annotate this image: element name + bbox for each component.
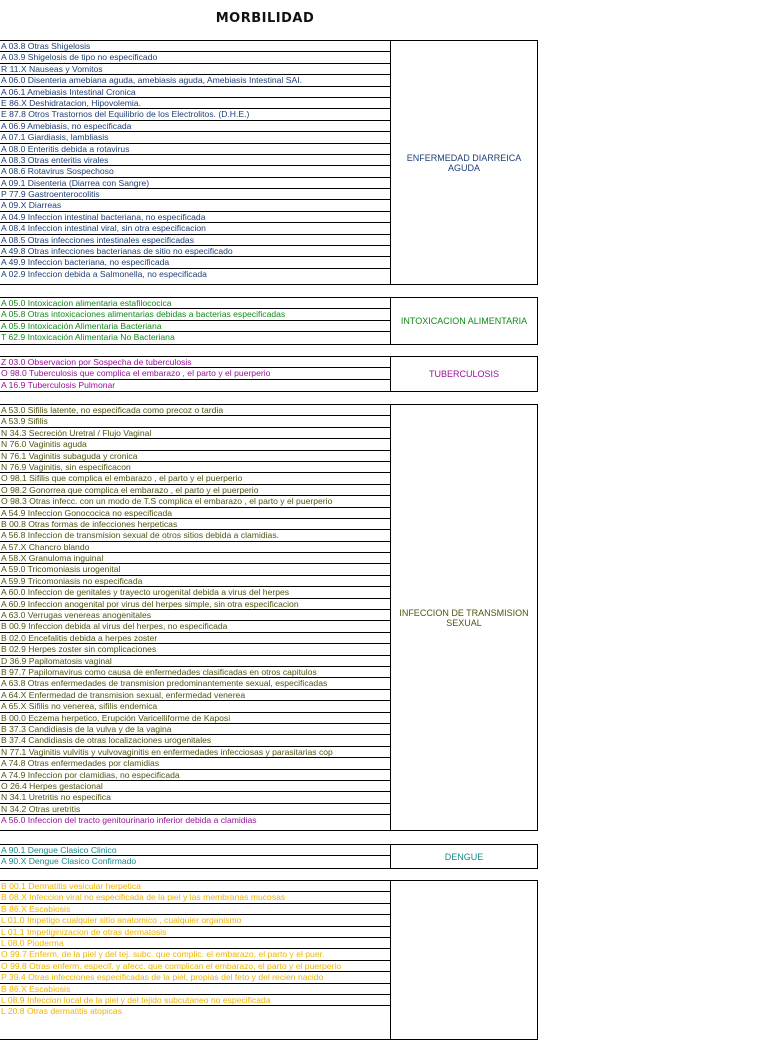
list-item: L 20.8 Otras dermatitis atopicas [1,1006,123,1017]
list-item: N 76.9 Vaginitis, sin especificacon [0,462,390,473]
group-tuberculosis-list [0,357,390,391]
list-item: A 49.8 Otras infecciones bacterianas de sitio no especificado [0,246,390,257]
list-item: A 56.8 Infeccion de transmision sexual de otros sitios debida a clamidias. [0,530,390,541]
list-item: O 99.8 Otras enferm. especif. y afecc. que complican el embarazo, el parto y el puerperio [0,961,390,972]
category-label: INFECCION DE TRANSMISION SEXUAL [390,405,537,830]
list-item: O 98.1 Sifilis que complica el embarazo , el parto y el puerperio [0,473,390,484]
list-item: A 07.1 Giardiasis, lambliasis [0,132,390,143]
group-its-list [0,405,390,826]
list-item: A 59.9 Tricomoniasis no especificada [0,576,390,587]
list-item: T 62.9 Intoxicación Alimentaria No Bacteriana [1,332,175,343]
list-item: B 37.4 Candidiasis de otras localizaciones urogenitales [0,735,390,746]
list-item: A 05.0 Intoxicacion alimentaria estafilococica [0,298,390,309]
list-item: D 36.9 Papilomatosis vaginal [0,656,390,667]
list-item: O 98.2 Gonorrea que complica el embarazo , el parto y el puerperio [0,485,390,496]
list-item: A 90.1 Dengue Clasico Clinico [0,845,390,856]
list-item: B 86.X Escabiosis [0,904,390,915]
list-item: A 49.9 Infeccion bacteriana, no especificada [0,257,390,268]
list-item: A 08.0 Enteritis debida a rotavirus [0,144,390,155]
list-item: A 03.9 Shigelosis de tipo no especificado [0,52,390,63]
category-label: INTOXICACION ALIMENTARIA [390,298,537,344]
list-item: A 53.9 Sifilis [0,416,390,427]
page-title: MORBILIDAD [215,11,315,26]
list-item: B 37.3 Candidiasis de la vulva y de la vagina [0,724,390,735]
list-item: B 86.X Escabiosis [0,984,390,995]
list-item: O 98.3 Otras infecc. con un modo de T.S complica el embarazo , el parto y el puerperio [0,496,390,507]
list-item: P 77.9 Gastroenterocolitis [0,189,390,200]
list-item: A 54.9 Infeccion Gonococica no especificada [0,508,390,519]
list-item: N 34.1 Uretritis no especifica [0,792,390,803]
list-item: A 90.X Dengue Clasico Confirmado [1,856,137,867]
list-item: A 74.8 Otras enfermedades por clamidias [0,758,390,769]
list-item: A 08.6 Rotavirus Sospechoso [0,166,390,177]
list-item: L 08.0 Pioderma [0,938,390,949]
list-item: P 39.4 Otras infecciones especificadas de la piel, propias del feto y del recien nacido [0,972,390,983]
list-item: A 56.0 Infeccion del tracto genitourinario inferior debida a clamidias [1,815,257,826]
category-label: ENFERMEDAD DIARREICA AGUDA [390,41,537,284]
list-item: E 87.8 Otros Trastornos del Equilibrio de los Electrolitos. (D.H.E.) [0,109,390,120]
group-dengue [0,844,538,869]
group-its [0,404,538,831]
list-item: A 08.4 Infeccion intestinal viral, sin otra especificacion [0,223,390,234]
list-item: B 00.1 Dermatitis vesicular herpetica [0,881,390,892]
list-item: N 34.3 Secreción Uretral / Flujo Vaginal [0,428,390,439]
list-item: A 64.X Enfermedad de transmision sexual, enfermedad venerea [0,690,390,701]
list-item: B 00.0 Eczema herpetico, Erupción Varicelliforme de Kaposi [0,713,390,724]
group-piel [0,880,538,1040]
list-item: O 98.0 Tuberculosis que complica el embarazo , el parto y el puerperio [0,368,390,379]
list-item: O 99.7 Enferm. de la piel y del tej. subc. que complic. el embarazo, el parto y el puer. [0,949,390,960]
list-item: A 03.8 Otras Shigelosis [0,41,390,52]
list-item: A 09.X Diarreas [0,200,390,211]
list-item: A 04.9 Infeccion intestinal bacteriana, no especificada [0,212,390,223]
group-tuberculosis [0,356,538,392]
group-intoxicacion-list [0,298,390,344]
list-item: A 65.X Sifilis no venerea, sifilis endemica [0,701,390,712]
list-item: A 16.9 Tuberculosis Pulmonar [1,379,116,390]
list-item: R 11.X Nauseas y Vomitos [0,64,390,75]
list-item: B 02.0 Encefalitis debida a herpes zoster [0,633,390,644]
list-item: A 59.0 Tricomoniasis urogenital [0,564,390,575]
list-item: A 06.0 Disenteria amebiana aguda, amebiasis aguda, Amebiasis Intestinal SAI. [0,75,390,86]
list-item: A 05.8 Otras intoxicaciones alimentarias debidas a bacterias especificadas [0,309,390,320]
list-item: N 76.1 Vaginitis subaguda y cronica [0,451,390,462]
list-item: B 02.9 Herpes zoster sin complicaciones [0,644,390,655]
list-item: A 08.3 Otras enteritis virales [0,155,390,166]
list-item: A 09.1 Disenteria (Diarrea con Sangre) [0,178,390,189]
list-item: O 26.4 Herpes gestacional [0,781,390,792]
group-diarrea-list [0,41,390,280]
list-item: A 53.0 Sifilis latente, no especificada como precoz o tardia [0,405,390,416]
list-item: A 06.9 Amebiasis, no especificada [0,121,390,132]
list-item: A 74.9 Infeccion por clamidias, no especificada [0,770,390,781]
list-item: B 08.X Infeccion viral no especificada de la piel y las membranas mucosas [0,892,390,903]
list-item: A 06.1 Amebiasis Intestinal Cronica [0,87,390,98]
list-item: B 97.7 Papilomavirus como causa de enfermedades clasificadas en otros capitulos [0,667,390,678]
list-item: N 76.0 Vaginitis aguda [0,439,390,450]
list-item: A 60.9 Infeccion anogenital por virus del herpes simple, sin otra especificacion [0,599,390,610]
category-label: TUBERCULOSIS [390,357,537,391]
list-item: B 00.8 Otras formas de infecciones herpeticas [0,519,390,530]
list-item: L 01.0 Impetigo cualquier sitio anatomico , cualquier organismo [0,915,390,926]
list-item: A 58.X Granuloma inguinal [0,553,390,564]
list-item: A 57.X Chancro blando [0,542,390,553]
list-item: A 08.5 Otras infecciones intestinales especificadas [0,235,390,246]
category-label: DENGUE [390,845,537,868]
group-piel-list [0,881,390,1018]
list-item: L 08.9 Infeccion local de la piel y del tejido subcutaneo no especificada [0,995,390,1006]
group-diarrea [0,40,538,285]
list-item: A 63.8 Otras enfermedades de transmision predominantemente sexual, especificadas [0,678,390,689]
list-item: N 77.1 Vaginitis vulvitis y vulvovaginitis en enfermedades infecciosas y parasitarias cop [0,747,390,758]
list-item: B 00.9 Infeccion debida al virus del herpes, no especificada [0,621,390,632]
list-item: E 86.X Deshidratacion, Hipovolemia. [0,98,390,109]
category-label [390,881,537,1039]
list-item: A 02.9 Infeccion debida a Salmonella, no especificada [1,268,207,279]
list-item: L 01.1 Impetiginizacion de otras dermatosis [0,927,390,938]
list-item: A 05.9 Intoxicación Alimentaria Bacteriana [0,321,390,332]
list-item: N 34.2 Otras uretritis [0,804,390,815]
group-dengue-list [0,845,390,868]
list-item: A 63.0 Verrugas venereas anogenitales [0,610,390,621]
list-item: A 60.0 Infeccion de genitales y trayecto urogenital debida a virus del herpes [0,587,390,598]
list-item: Z 03.0 Observacion por Sospecha de tuberculosis [0,357,390,368]
group-intoxicacion [0,297,538,345]
